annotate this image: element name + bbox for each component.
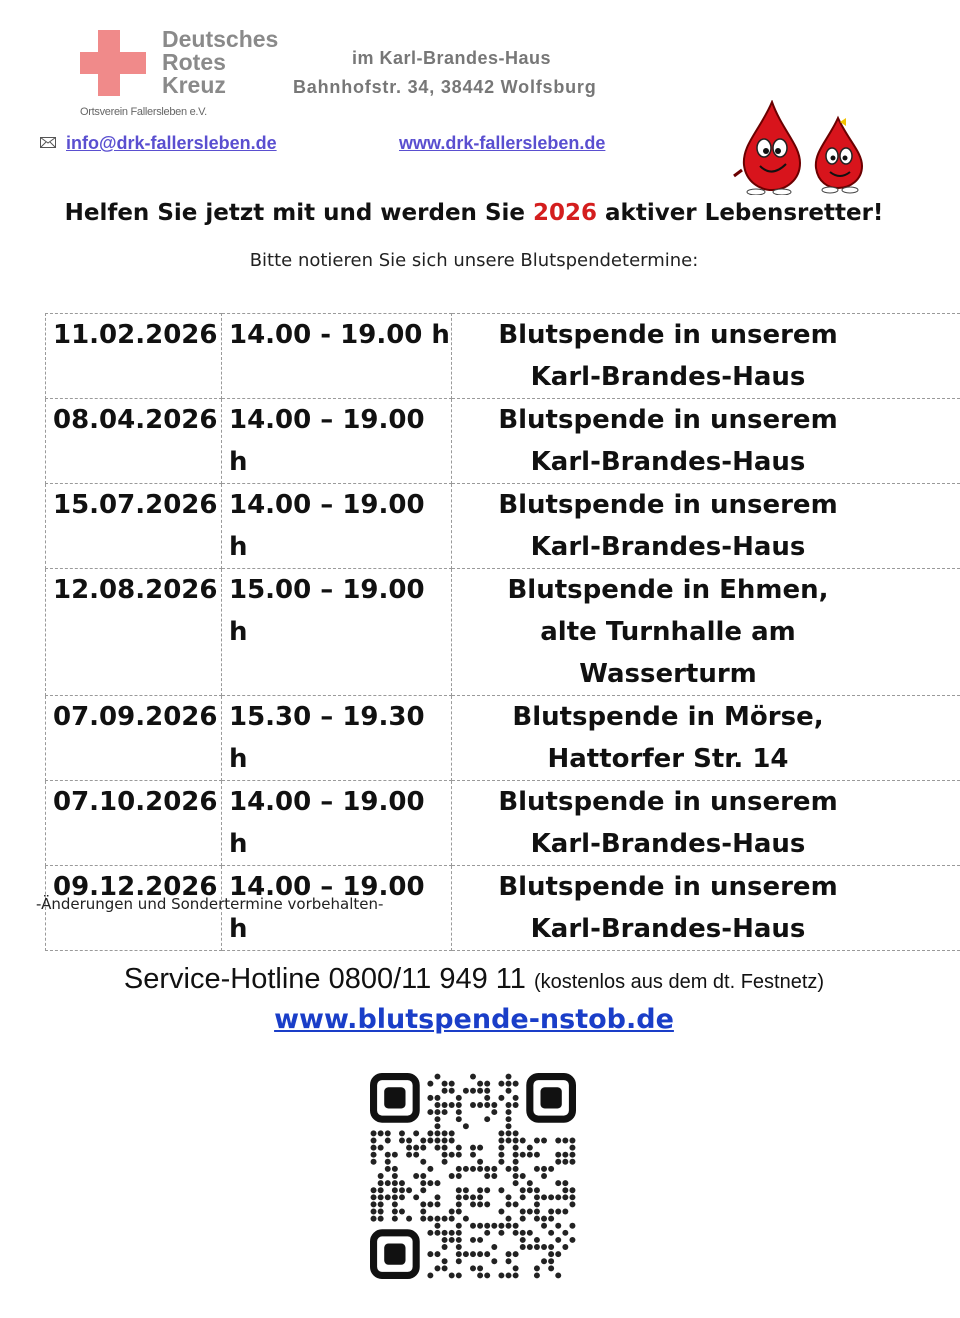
- schedule-row: [46, 696, 960, 781]
- address-line-2: Bahnhofstr. 34, 38442 Wolfsburg: [293, 77, 597, 97]
- headline-after: aktiver Lebensretter!: [597, 200, 884, 226]
- schedule-date: 12.08.2026: [46, 569, 222, 696]
- schedule-date: 07.10.2026: [46, 781, 222, 866]
- schedule-location: [452, 781, 960, 866]
- hotline-text: Service-Hotline 0800/11 949 11: [123, 963, 534, 995]
- schedule-location-line-1: Blutspende in unserem: [498, 320, 838, 350]
- org-name-line-3: Kreuz: [162, 72, 226, 98]
- schedule-row: [46, 781, 960, 866]
- blutspende-link[interactable]: www.blutspende-nstob.de: [274, 1004, 674, 1035]
- schedule-date: 09.12.2026: [46, 866, 222, 951]
- headline-year: 2026: [533, 200, 598, 226]
- changes-note: -Änderungen und Sondertermine vorbehalten-: [36, 895, 384, 913]
- schedule-location: [452, 484, 960, 569]
- schedule-location: [452, 314, 960, 399]
- schedule-table: [45, 313, 960, 951]
- schedule-time: 14.00 – 19.00 h: [222, 484, 452, 569]
- subline: Bitte notieren Sie sich unsere Blutspendetermine:: [249, 250, 699, 271]
- service-hotline: [0, 963, 948, 996]
- email-link[interactable]: info@drk-fallersleben.de: [66, 133, 277, 153]
- schedule-time: 14.00 – 19.00 h: [222, 399, 452, 484]
- hotline-note: (kostenlos aus dem dt. Festnetz): [533, 971, 825, 993]
- schedule-location: [452, 866, 960, 951]
- red-cross-logo-bar: [80, 52, 146, 74]
- schedule-location-line-1: Blutspende in Ehmen,: [507, 575, 829, 605]
- qr-code-icon[interactable]: [370, 1073, 576, 1279]
- schedule-time: 14.00 – 19.00 h: [222, 781, 452, 866]
- org-name: [162, 28, 278, 97]
- mail-icon: [40, 137, 56, 148]
- schedule-time: 14.00 – 19.00 h: [222, 866, 452, 951]
- schedule-row: [46, 399, 960, 484]
- address-line-1: im Karl-Brandes-Haus: [352, 48, 552, 68]
- schedule-location: [452, 696, 960, 781]
- schedule-location-line-2: Karl-Brandes-Haus: [530, 447, 806, 477]
- schedule-row: [46, 314, 960, 399]
- schedule-location-line-2: Karl-Brandes-Haus: [530, 829, 806, 859]
- schedule-time: 14.00 - 19.00 h: [222, 314, 452, 399]
- schedule-location-line-1: Blutspende in Mörse,: [512, 702, 824, 732]
- schedule-location-line-2: Karl-Brandes-Haus: [530, 914, 806, 944]
- schedule-row: [46, 484, 960, 569]
- headline-before: Helfen Sie jetzt mit und werden Sie: [64, 200, 533, 226]
- schedule-location-line-2: Karl-Brandes-Haus: [530, 532, 806, 562]
- schedule-location-line-1: Blutspende in unserem: [498, 872, 838, 902]
- schedule-location: [452, 399, 960, 484]
- headline: [0, 200, 948, 226]
- schedule-time: 15.30 – 19.30 h: [222, 696, 452, 781]
- schedule-date: 15.07.2026: [46, 484, 222, 569]
- schedule-location-line-1: Blutspende in unserem: [498, 787, 838, 817]
- schedule-location-line-2: alte Turnhalle am Wasserturm: [540, 617, 796, 689]
- schedule-date: 07.09.2026: [46, 696, 222, 781]
- schedule-location-line-2: Hattorfer Str. 14: [547, 744, 789, 774]
- schedule-row: [46, 569, 960, 696]
- schedule-date: 08.04.2026: [46, 399, 222, 484]
- schedule-location: [452, 569, 960, 696]
- schedule-time: 15.00 – 19.00 h: [222, 569, 452, 696]
- blood-drop-mascots-icon: [730, 100, 870, 195]
- schedule-date: 11.02.2026: [46, 314, 222, 399]
- org-name-line-2: Rotes: [162, 49, 226, 75]
- schedule-location-line-2: Karl-Brandes-Haus: [530, 362, 806, 392]
- org-name-line-1: Deutsches: [162, 26, 279, 52]
- schedule-location-line-1: Blutspende in unserem: [498, 405, 838, 435]
- website-link[interactable]: www.drk-fallersleben.de: [399, 133, 606, 153]
- org-subtitle: Ortsverein Fallersleben e.V.: [80, 106, 207, 118]
- schedule-location-line-1: Blutspende in unserem: [498, 490, 838, 520]
